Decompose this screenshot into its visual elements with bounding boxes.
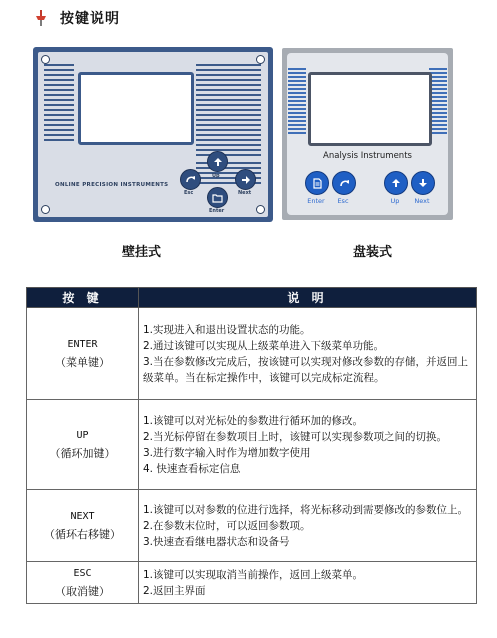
key-name: ENTER bbox=[67, 338, 98, 350]
description-line: 3.当在参数修改完成后，按该键可以实现对修改参数的存储，并返回上级菜单。当在标定操作中，该键可以完成标定流程。 bbox=[143, 355, 469, 384]
table-row-up bbox=[27, 400, 477, 490]
key-alias: （循环右移键） bbox=[44, 527, 121, 541]
up-label: Up bbox=[212, 173, 220, 179]
arrow-up-icon bbox=[391, 178, 401, 188]
wall-mount-caption: 壁挂式 bbox=[122, 245, 162, 260]
arrow-right-icon bbox=[241, 175, 251, 185]
document-icon bbox=[312, 178, 322, 189]
screw-icon bbox=[41, 205, 50, 214]
display-screen bbox=[308, 72, 432, 146]
description-cell bbox=[139, 562, 477, 604]
curved-arrow-icon bbox=[339, 178, 350, 189]
description-line: 2.返回主界面 bbox=[143, 584, 206, 597]
key-description-table bbox=[26, 287, 477, 604]
next-button bbox=[411, 171, 435, 195]
esc-button bbox=[180, 169, 201, 190]
key-alias: （菜单键） bbox=[55, 355, 110, 369]
description-line: 3.进行数字输入时作为增加数字使用 bbox=[143, 446, 311, 459]
up-label: Up bbox=[390, 197, 400, 205]
key-name: NEXT bbox=[70, 510, 95, 522]
panel-faceplate bbox=[287, 53, 448, 215]
enter-button bbox=[207, 187, 228, 208]
section-heading bbox=[34, 7, 120, 29]
esc-label: Esc bbox=[184, 190, 194, 196]
screw-icon bbox=[256, 55, 265, 64]
vent-stripes bbox=[288, 68, 306, 136]
next-label: Next bbox=[414, 197, 430, 205]
description-line: 1.实现进入和退出设置状态的功能。 bbox=[143, 323, 311, 336]
description-cell bbox=[139, 400, 477, 490]
panel-mount-caption: 盘装式 bbox=[353, 245, 393, 260]
wall-mount-device-image bbox=[33, 47, 273, 222]
table-row-enter bbox=[27, 308, 477, 400]
enter-label: Enter bbox=[307, 197, 325, 205]
description-line: 1.该键可以对参数的位进行选择，将光标移动到需要修改的参数位上。 bbox=[143, 503, 469, 516]
arrow-down-icon bbox=[418, 178, 428, 188]
header-description: 说 明 bbox=[139, 288, 477, 308]
up-button bbox=[384, 171, 408, 195]
description-line: 4. 快速查看标定信息 bbox=[143, 462, 241, 475]
folder-icon bbox=[212, 193, 223, 203]
description-line: 2.当光标停留在参数项目上时，该键可以实现参数项之间的切换。 bbox=[143, 430, 448, 443]
wall-faceplate bbox=[38, 52, 268, 217]
esc-button bbox=[332, 171, 356, 195]
header-key: 按 键 bbox=[27, 288, 139, 308]
esc-label: Esc bbox=[337, 197, 349, 205]
screw-icon bbox=[256, 205, 265, 214]
display-screen bbox=[78, 72, 194, 145]
screw-icon bbox=[41, 55, 50, 64]
key-alias: （循环加键） bbox=[49, 446, 116, 460]
description-line: 2.通过该键可以实现从上级菜单进入下级菜单功能。 bbox=[143, 339, 385, 352]
curved-arrow-icon bbox=[185, 174, 196, 185]
enter-button bbox=[305, 171, 329, 195]
key-name: UP bbox=[76, 429, 89, 441]
description-cell bbox=[139, 308, 477, 400]
key-name: ESC bbox=[73, 567, 92, 579]
key-alias: （取消键） bbox=[55, 584, 110, 598]
key-cell bbox=[27, 400, 139, 490]
vent-stripes bbox=[44, 64, 74, 144]
key-cell bbox=[27, 308, 139, 400]
table-header-row bbox=[27, 288, 477, 308]
enter-label: Enter bbox=[209, 208, 225, 214]
next-button bbox=[235, 169, 256, 190]
key-cell bbox=[27, 490, 139, 562]
key-cell bbox=[27, 562, 139, 604]
vent-stripes bbox=[196, 64, 261, 159]
brand-label: Analysis Instruments bbox=[323, 151, 412, 161]
table-row-esc bbox=[27, 562, 477, 604]
description-line: 1.该键可以实现取消当前操作，返回上级菜单。 bbox=[143, 568, 364, 581]
panel-mount-device-image bbox=[282, 48, 453, 220]
up-button bbox=[207, 151, 228, 172]
page-title: 按键说明 bbox=[60, 11, 120, 27]
arrow-up-icon bbox=[213, 157, 223, 167]
device-label: ONLINE PRECISION INSTRUMENTS bbox=[55, 182, 169, 188]
table-row-next bbox=[27, 490, 477, 562]
description-line: 3.快速查看继电器状态和设备号 bbox=[143, 535, 290, 548]
pin-icon bbox=[34, 10, 48, 26]
description-cell bbox=[139, 490, 477, 562]
description-line: 1.该键可以对光标处的参数进行循环加的修改。 bbox=[143, 414, 364, 427]
description-line: 2.在参数末位时，可以返回参数项。 bbox=[143, 519, 311, 532]
next-label: Next bbox=[238, 190, 252, 196]
